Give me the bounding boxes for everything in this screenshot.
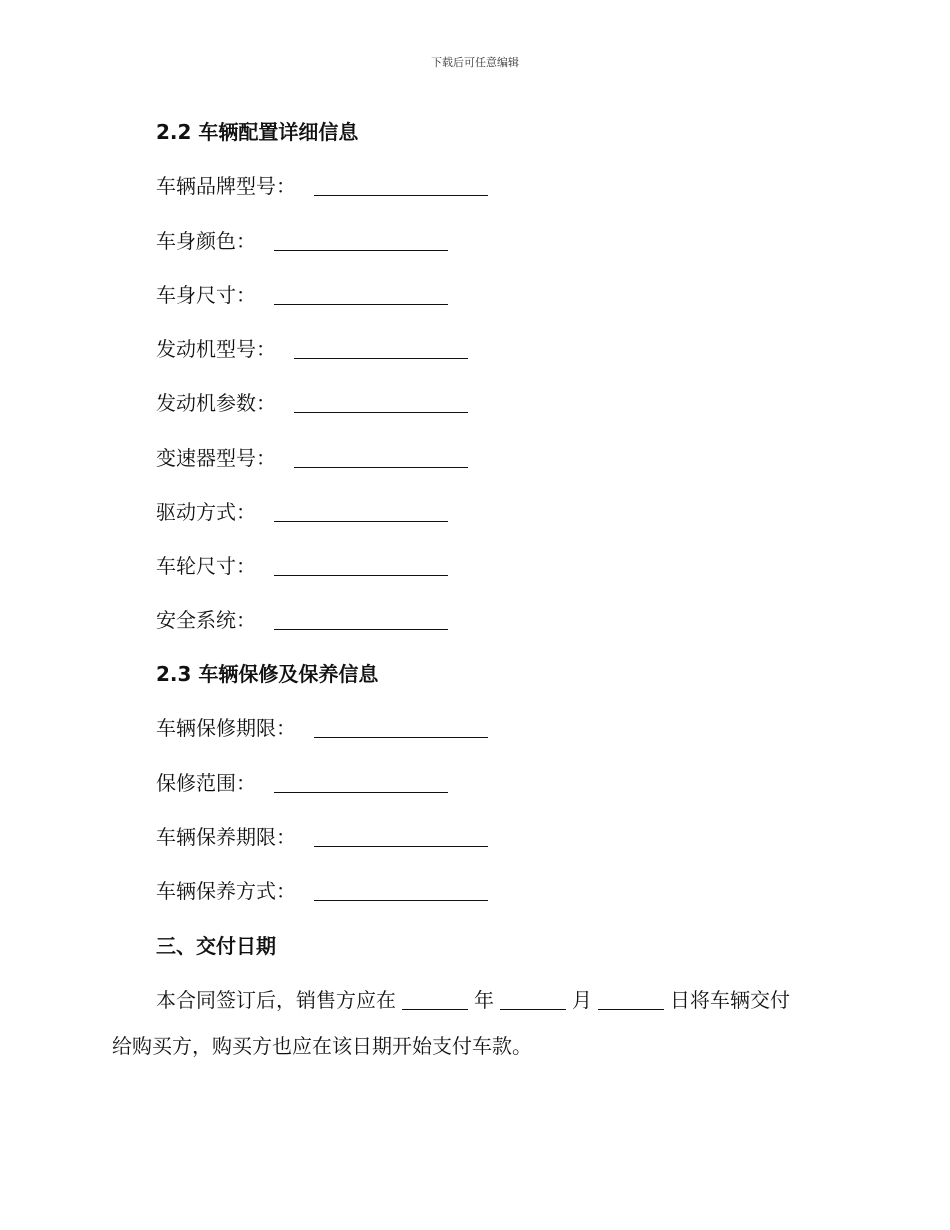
field-body-size [156, 279, 448, 308]
fill-in-blank[interactable] [274, 499, 448, 522]
fill-in-blank[interactable] [314, 715, 488, 738]
paragraph-text: 日将车辆交付 [670, 988, 790, 1012]
fill-in-blank[interactable] [314, 173, 488, 196]
field-label: 车辆保养期限： [156, 825, 296, 849]
paragraph-text: 给购买方，购买方也应在该日期开始支付车款。 [112, 1034, 532, 1058]
field-warranty-period [156, 712, 488, 741]
field-engine-params [156, 387, 468, 416]
field-safety-system [156, 604, 448, 633]
fill-in-blank[interactable] [314, 824, 488, 847]
field-maintenance-period [156, 821, 488, 850]
section-2-2-title: 2.2 车辆配置详细信息 [156, 120, 359, 144]
month-blank[interactable] [500, 987, 566, 1010]
fill-in-blank[interactable] [274, 553, 448, 576]
fill-in-blank[interactable] [274, 228, 448, 251]
year-label: 年 [474, 988, 494, 1012]
year-blank[interactable] [402, 987, 468, 1010]
delivery-paragraph-line-2 [112, 1030, 532, 1059]
field-label: 车轮尺寸： [156, 554, 256, 578]
fill-in-blank[interactable] [294, 336, 468, 359]
month-label: 月 [572, 988, 592, 1012]
field-maintenance-method [156, 875, 488, 904]
page-header: 下载后可任意编辑 [431, 56, 519, 69]
fill-in-blank[interactable] [274, 770, 448, 793]
field-label: 变速器型号： [156, 446, 276, 470]
fill-in-blank[interactable] [294, 445, 468, 468]
field-warranty-scope [156, 767, 448, 796]
field-label: 保修范围： [156, 771, 256, 795]
field-label: 车身颜色： [156, 229, 256, 253]
delivery-paragraph-line-1 [156, 984, 790, 1013]
fill-in-blank[interactable] [314, 878, 488, 901]
day-blank[interactable] [598, 987, 664, 1010]
fill-in-blank[interactable] [294, 390, 468, 413]
field-transmission-model [156, 442, 468, 471]
field-label: 车辆保养方式： [156, 879, 296, 903]
field-label: 车身尺寸： [156, 283, 256, 307]
field-label: 发动机参数： [156, 391, 276, 415]
field-body-color [156, 225, 448, 254]
field-engine-model [156, 333, 468, 362]
field-wheel-size [156, 550, 448, 579]
field-label: 安全系统： [156, 608, 256, 632]
field-label: 发动机型号： [156, 337, 276, 361]
field-label: 车辆品牌型号： [156, 174, 296, 198]
paragraph-text: 本合同签订后，销售方应在 [156, 988, 396, 1012]
field-vehicle-brand-model [156, 170, 488, 199]
field-label: 驱动方式： [156, 500, 256, 524]
field-label: 车辆保修期限： [156, 716, 296, 740]
section-2-3-title: 2.3 车辆保修及保养信息 [156, 662, 379, 686]
fill-in-blank[interactable] [274, 282, 448, 305]
field-drive-mode [156, 496, 448, 525]
section-3-title: 三、交付日期 [156, 934, 276, 958]
fill-in-blank[interactable] [274, 607, 448, 630]
